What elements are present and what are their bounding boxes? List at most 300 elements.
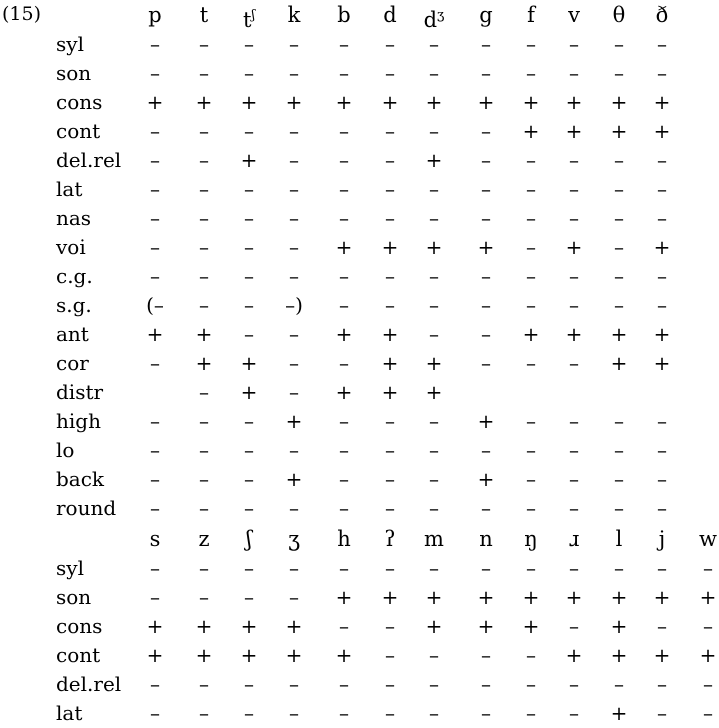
feature-value: – bbox=[614, 556, 624, 580]
feature-value: – bbox=[569, 177, 579, 201]
feature-value: – bbox=[614, 467, 624, 491]
feature-value: – bbox=[429, 701, 439, 725]
feature-label: cont bbox=[56, 119, 101, 143]
feature-value: – bbox=[481, 119, 491, 143]
feature-value: – bbox=[199, 61, 209, 85]
feature-value: – bbox=[150, 264, 160, 288]
feature-value: – bbox=[244, 235, 254, 259]
feature-value: + bbox=[653, 322, 671, 346]
feature-value: + bbox=[146, 614, 164, 638]
feature-value: – bbox=[657, 148, 667, 172]
feature-value: + bbox=[653, 351, 671, 375]
feature-value: + bbox=[610, 90, 628, 114]
segment-base: ʃ bbox=[246, 527, 252, 551]
feature-row bbox=[0, 494, 719, 523]
feature-value: – bbox=[703, 614, 713, 638]
feature-value: – bbox=[569, 556, 579, 580]
feature-row bbox=[0, 349, 719, 378]
segment-symbol bbox=[466, 1, 506, 30]
feature-value: + bbox=[477, 585, 495, 609]
segment-base: θ bbox=[612, 3, 626, 27]
feature-value: – bbox=[481, 496, 491, 520]
feature-value: – bbox=[244, 409, 254, 433]
feature-label: cont bbox=[56, 643, 101, 667]
feature-value: – bbox=[481, 206, 491, 230]
feature-value: – bbox=[199, 438, 209, 462]
feature-value: – bbox=[657, 206, 667, 230]
feature-value: + bbox=[195, 643, 213, 667]
feature-value: – bbox=[657, 701, 667, 725]
segment-symbol bbox=[274, 1, 314, 30]
feature-value: + bbox=[565, 235, 583, 259]
feature-value: + bbox=[522, 119, 540, 143]
feature-value: – bbox=[199, 496, 209, 520]
feature-label: lat bbox=[56, 177, 83, 201]
feature-value: – bbox=[429, 61, 439, 85]
feature-value: – bbox=[385, 293, 395, 317]
feature-value: – bbox=[289, 32, 299, 56]
feature-value: – bbox=[339, 206, 349, 230]
feature-value: – bbox=[703, 672, 713, 696]
feature-value: – bbox=[244, 177, 254, 201]
feature-value: – bbox=[526, 177, 536, 201]
feature-value: – bbox=[339, 61, 349, 85]
feature-value: – bbox=[199, 556, 209, 580]
feature-value: + bbox=[522, 322, 540, 346]
segment-superscript: ʒ bbox=[437, 8, 445, 23]
feature-value: – bbox=[385, 119, 395, 143]
feature-value: – bbox=[385, 438, 395, 462]
segment-superscript: ʃ bbox=[251, 8, 255, 23]
feature-value: – bbox=[289, 438, 299, 462]
feature-value: – bbox=[339, 119, 349, 143]
segment-base: w bbox=[699, 527, 717, 551]
feature-value: + bbox=[381, 235, 399, 259]
feature-label: cor bbox=[56, 351, 89, 375]
feature-value: – bbox=[614, 438, 624, 462]
segment-base: k bbox=[287, 3, 301, 27]
feature-value: – bbox=[526, 293, 536, 317]
feature-value: – bbox=[526, 264, 536, 288]
feature-row bbox=[0, 30, 719, 59]
feature-value: + bbox=[425, 614, 443, 638]
feature-row bbox=[0, 612, 719, 641]
segment-symbol bbox=[642, 1, 682, 30]
feature-value: + bbox=[522, 585, 540, 609]
feature-row bbox=[0, 262, 719, 291]
feature-value: + bbox=[335, 90, 353, 114]
feature-value: – bbox=[150, 32, 160, 56]
segment-base: ɹ bbox=[568, 527, 580, 551]
feature-value: – bbox=[150, 556, 160, 580]
feature-row bbox=[0, 378, 719, 407]
feature-value: + bbox=[425, 235, 443, 259]
feature-value: – bbox=[339, 701, 349, 725]
feature-value: – bbox=[150, 177, 160, 201]
feature-value: – bbox=[429, 643, 439, 667]
feature-value: – bbox=[614, 148, 624, 172]
feature-value: – bbox=[526, 61, 536, 85]
feature-row bbox=[0, 88, 719, 117]
feature-value: – bbox=[481, 556, 491, 580]
feature-value: – bbox=[385, 409, 395, 433]
feature-value: – bbox=[481, 322, 491, 346]
feature-label: voi bbox=[56, 235, 86, 259]
feature-value: – bbox=[150, 438, 160, 462]
feature-value: – bbox=[526, 235, 536, 259]
segment-base: v bbox=[568, 3, 580, 27]
feature-value: – bbox=[657, 614, 667, 638]
feature-value: + bbox=[565, 119, 583, 143]
feature-value: – bbox=[569, 672, 579, 696]
feature-value: + bbox=[381, 322, 399, 346]
feature-value: – bbox=[289, 322, 299, 346]
segment-symbol bbox=[642, 525, 682, 554]
segment-symbol bbox=[511, 525, 551, 554]
feature-value: + bbox=[240, 148, 258, 172]
feature-value: – bbox=[339, 409, 349, 433]
feature-label: distr bbox=[56, 380, 104, 404]
segment-symbol bbox=[599, 1, 639, 30]
feature-value: – bbox=[244, 556, 254, 580]
feature-value: + bbox=[285, 409, 303, 433]
feature-value: + bbox=[653, 643, 671, 667]
feature-label: del.rel bbox=[56, 148, 122, 172]
feature-value: + bbox=[653, 119, 671, 143]
feature-value: – bbox=[150, 701, 160, 725]
segment-symbol bbox=[274, 525, 314, 554]
feature-value: + bbox=[565, 585, 583, 609]
feature-value: – bbox=[339, 264, 349, 288]
feature-value: – bbox=[481, 61, 491, 85]
feature-value: – bbox=[703, 556, 713, 580]
feature-value: – bbox=[429, 322, 439, 346]
feature-value: + bbox=[240, 351, 258, 375]
feature-value: + bbox=[565, 643, 583, 667]
feature-value: – bbox=[289, 119, 299, 143]
feature-value: + bbox=[425, 380, 443, 404]
feature-value: – bbox=[614, 177, 624, 201]
feature-value: – bbox=[614, 61, 624, 85]
feature-value: – bbox=[526, 438, 536, 462]
feature-label: high bbox=[56, 409, 101, 433]
feature-value: – bbox=[199, 467, 209, 491]
feature-row bbox=[0, 233, 719, 262]
feature-value: – bbox=[569, 496, 579, 520]
feature-value: – bbox=[150, 206, 160, 230]
feature-label: lat bbox=[56, 701, 83, 725]
feature-value: + bbox=[195, 90, 213, 114]
segment-symbol bbox=[554, 1, 594, 30]
feature-value: – bbox=[614, 264, 624, 288]
feature-value: – bbox=[289, 496, 299, 520]
feature-value: – bbox=[244, 701, 254, 725]
feature-row bbox=[0, 146, 719, 175]
feature-value: + bbox=[565, 322, 583, 346]
feature-label: son bbox=[56, 61, 92, 85]
segment-symbol bbox=[135, 1, 175, 30]
segment-base: h bbox=[337, 527, 351, 551]
feature-value: – bbox=[339, 467, 349, 491]
feature-value: + bbox=[477, 90, 495, 114]
feature-value: – bbox=[657, 496, 667, 520]
feature-label: lo bbox=[56, 438, 75, 462]
feature-value: – bbox=[150, 467, 160, 491]
feature-value: + bbox=[610, 643, 628, 667]
feature-value: – bbox=[526, 701, 536, 725]
feature-value: – bbox=[244, 467, 254, 491]
feature-value: – bbox=[244, 119, 254, 143]
feature-value: – bbox=[569, 409, 579, 433]
feature-value: – bbox=[429, 438, 439, 462]
feature-value: + bbox=[425, 351, 443, 375]
feature-value: – bbox=[429, 264, 439, 288]
feature-value: – bbox=[385, 61, 395, 85]
feature-value: – bbox=[657, 672, 667, 696]
feature-value: – bbox=[289, 177, 299, 201]
feature-value: + bbox=[285, 467, 303, 491]
feature-value: – bbox=[385, 614, 395, 638]
feature-value: – bbox=[526, 32, 536, 56]
feature-value: + bbox=[240, 614, 258, 638]
feature-value: + bbox=[653, 585, 671, 609]
feature-value: – bbox=[481, 32, 491, 56]
feature-value: – bbox=[385, 467, 395, 491]
segment-base: p bbox=[148, 3, 162, 27]
feature-value: – bbox=[526, 206, 536, 230]
feature-value: – bbox=[429, 206, 439, 230]
feature-value: + bbox=[240, 380, 258, 404]
feature-value: – bbox=[244, 672, 254, 696]
feature-value: + bbox=[477, 467, 495, 491]
feature-value: – bbox=[289, 672, 299, 696]
feature-value: – bbox=[481, 177, 491, 201]
feature-value: – bbox=[614, 672, 624, 696]
segment-base: ʒ bbox=[288, 527, 300, 551]
feature-value: – bbox=[569, 61, 579, 85]
feature-value: + bbox=[610, 701, 628, 725]
feature-value: – bbox=[244, 32, 254, 56]
feature-value: – bbox=[429, 293, 439, 317]
segment-base: s bbox=[149, 527, 161, 551]
segment-symbol bbox=[554, 525, 594, 554]
feature-value: – bbox=[429, 177, 439, 201]
feature-label: c.g. bbox=[56, 264, 93, 288]
feature-value: – bbox=[703, 701, 713, 725]
feature-value: – bbox=[569, 264, 579, 288]
feature-value: – bbox=[481, 701, 491, 725]
feature-value: – bbox=[289, 61, 299, 85]
feature-value: – bbox=[199, 177, 209, 201]
feature-value: + bbox=[381, 585, 399, 609]
segment-symbol bbox=[135, 525, 175, 554]
feature-value: – bbox=[526, 409, 536, 433]
feature-value: + bbox=[477, 614, 495, 638]
feature-value: – bbox=[429, 672, 439, 696]
feature-value: – bbox=[481, 293, 491, 317]
feature-label: back bbox=[56, 467, 105, 491]
feature-value: – bbox=[199, 672, 209, 696]
segment-base: d bbox=[423, 8, 438, 32]
feature-value: – bbox=[385, 643, 395, 667]
feature-value: – bbox=[244, 585, 254, 609]
feature-value: – bbox=[199, 206, 209, 230]
feature-row bbox=[0, 407, 719, 436]
feature-value: + bbox=[335, 322, 353, 346]
feature-value: – bbox=[385, 264, 395, 288]
feature-value: – bbox=[150, 148, 160, 172]
feature-value: – bbox=[385, 701, 395, 725]
feature-row bbox=[0, 583, 719, 612]
feature-value: + bbox=[285, 90, 303, 114]
feature-value: – bbox=[429, 32, 439, 56]
feature-value: – bbox=[339, 556, 349, 580]
feature-value: + bbox=[240, 90, 258, 114]
segment-base: ð bbox=[655, 3, 669, 27]
feature-value: + bbox=[699, 643, 717, 667]
feature-value: – bbox=[289, 351, 299, 375]
feature-value: – bbox=[657, 556, 667, 580]
feature-value: – bbox=[569, 148, 579, 172]
feature-value: – bbox=[429, 496, 439, 520]
feature-value: – bbox=[614, 235, 624, 259]
segment-symbol bbox=[184, 1, 224, 30]
feature-value: + bbox=[381, 380, 399, 404]
feature-value: + bbox=[381, 90, 399, 114]
feature-value: + bbox=[335, 235, 353, 259]
feature-value: + bbox=[565, 90, 583, 114]
feature-label: cons bbox=[56, 90, 103, 114]
feature-value: – bbox=[569, 32, 579, 56]
segment-symbol bbox=[466, 525, 506, 554]
feature-value: – bbox=[481, 672, 491, 696]
feature-row bbox=[0, 320, 719, 349]
segment-symbol bbox=[229, 525, 269, 554]
feature-value: + bbox=[425, 90, 443, 114]
segment-base: n bbox=[479, 527, 493, 551]
feature-row bbox=[0, 554, 719, 583]
feature-value: – bbox=[526, 467, 536, 491]
feature-value: – bbox=[481, 264, 491, 288]
feature-value: – bbox=[199, 32, 209, 56]
segment-base: d bbox=[383, 3, 397, 27]
feature-value: – bbox=[657, 32, 667, 56]
feature-value: + bbox=[522, 614, 540, 638]
feature-value: – bbox=[244, 438, 254, 462]
segment-symbol bbox=[599, 525, 639, 554]
feature-value: + bbox=[610, 322, 628, 346]
feature-value: – bbox=[244, 293, 254, 317]
feature-value: – bbox=[199, 380, 209, 404]
feature-value: + bbox=[610, 119, 628, 143]
feature-value: – bbox=[199, 701, 209, 725]
segment-base: f bbox=[527, 3, 535, 27]
feature-value: – bbox=[150, 351, 160, 375]
feature-row bbox=[0, 175, 719, 204]
feature-label: syl bbox=[56, 32, 84, 56]
feature-value: – bbox=[199, 585, 209, 609]
feature-row bbox=[0, 670, 719, 699]
feature-label: nas bbox=[56, 206, 92, 230]
feature-value: – bbox=[569, 293, 579, 317]
feature-value: – bbox=[526, 496, 536, 520]
feature-value: – bbox=[657, 467, 667, 491]
feature-value: – bbox=[339, 438, 349, 462]
feature-value: – bbox=[244, 61, 254, 85]
feature-value: + bbox=[477, 235, 495, 259]
feature-value: – bbox=[150, 119, 160, 143]
feature-value: – bbox=[429, 556, 439, 580]
feature-value: + bbox=[522, 90, 540, 114]
feature-value: – bbox=[526, 672, 536, 696]
feature-value: + bbox=[425, 585, 443, 609]
segment-symbol bbox=[370, 525, 410, 554]
feature-value: + bbox=[653, 235, 671, 259]
segment-base: m bbox=[424, 527, 444, 551]
feature-value: + bbox=[146, 322, 164, 346]
feature-label: ant bbox=[56, 322, 89, 346]
segment-symbol bbox=[511, 1, 551, 30]
segment-base: j bbox=[658, 527, 666, 551]
feature-value: – bbox=[614, 206, 624, 230]
segment-base: t bbox=[199, 3, 209, 27]
feature-value: – bbox=[569, 701, 579, 725]
feature-value: + bbox=[335, 380, 353, 404]
feature-value: – bbox=[339, 351, 349, 375]
feature-label: s.g. bbox=[56, 293, 92, 317]
feature-value: – bbox=[339, 614, 349, 638]
feature-value: + bbox=[195, 351, 213, 375]
feature-value: – bbox=[429, 119, 439, 143]
feature-value: – bbox=[385, 148, 395, 172]
feature-value: – bbox=[481, 148, 491, 172]
feature-value: + bbox=[146, 90, 164, 114]
segment-header-row bbox=[0, 525, 719, 554]
segment-symbol bbox=[414, 525, 454, 554]
feature-value: – bbox=[569, 206, 579, 230]
feature-value: – bbox=[150, 585, 160, 609]
feature-row bbox=[0, 59, 719, 88]
feature-value: – bbox=[569, 351, 579, 375]
feature-value: – bbox=[289, 701, 299, 725]
feature-value: – bbox=[614, 293, 624, 317]
feature-value: – bbox=[657, 264, 667, 288]
feature-value: – bbox=[289, 235, 299, 259]
feature-label: del.rel bbox=[56, 672, 122, 696]
feature-value: – bbox=[289, 148, 299, 172]
feature-value: – bbox=[569, 438, 579, 462]
feature-value: – bbox=[385, 672, 395, 696]
feature-value: – bbox=[150, 672, 160, 696]
feature-value: – bbox=[289, 264, 299, 288]
feature-value: – bbox=[385, 177, 395, 201]
segment-base: ŋ bbox=[524, 527, 538, 551]
feature-value: – bbox=[385, 496, 395, 520]
feature-value: – bbox=[526, 148, 536, 172]
feature-label: cons bbox=[56, 614, 103, 638]
feature-value: – bbox=[385, 556, 395, 580]
feature-value: – bbox=[339, 148, 349, 172]
feature-value: – bbox=[569, 614, 579, 638]
segment-base: ʔ bbox=[384, 527, 396, 551]
feature-value: – bbox=[526, 643, 536, 667]
feature-value: + bbox=[610, 351, 628, 375]
feature-value: – bbox=[481, 438, 491, 462]
feature-value: – bbox=[339, 496, 349, 520]
feature-value: + bbox=[285, 614, 303, 638]
feature-value: + bbox=[240, 643, 258, 667]
feature-label: round bbox=[56, 496, 117, 520]
